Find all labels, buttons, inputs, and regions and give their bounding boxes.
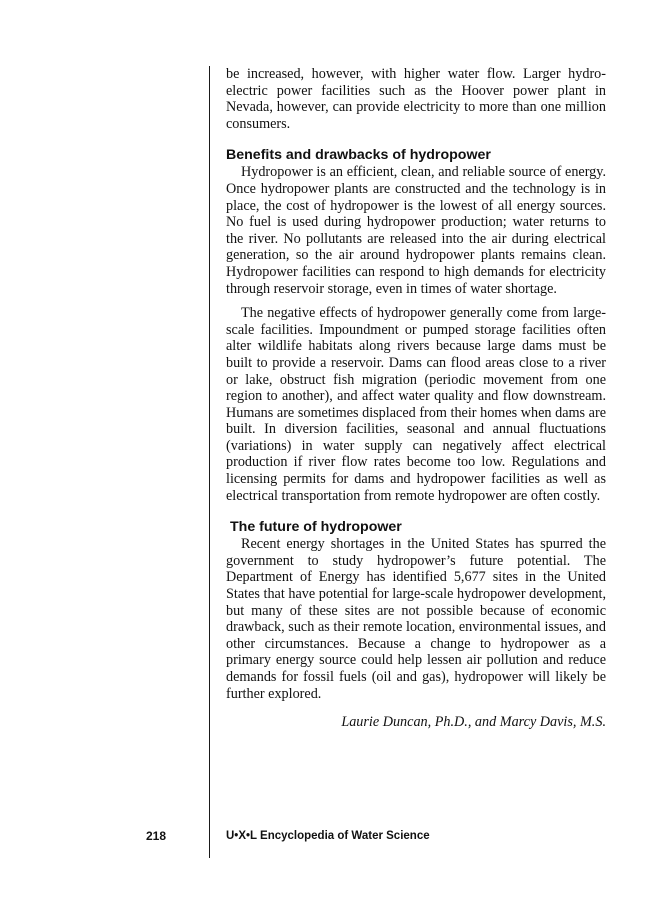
author-credit: Laurie Duncan, Ph.D., and Marcy Davis, M.S.	[341, 714, 606, 731]
page-number: 218	[146, 829, 167, 843]
page-body	[226, 66, 606, 731]
paragraph-future: Recent energy shortages in the United States has spurred the government to study hydropower’s future potential. The Department of Energy has identified 5,677 sites in the United States that have potential for large-scale hydropower development, but many of these sites are not possible because of economic drawback, such as their remote location, environmental issues, and other circumstances. Because a change to hydropower as a primary energy source could help lessen air pollution and reduce demands for fossil fuels (oil and gas), hydropower will likely be further explored.	[226, 536, 606, 702]
paragraph-benefits: Hydropower is an efficient, clean, and reliable source of energy. Once hydropower plants are constructed and the technology is in place, the cost of hydropower is the lowest of all energy sources. No fuel is used during hydropower production; water returns to the river. No pollutants are released into the air during electrical generation, so the air around hydropower plants remains clean. Hydropower facilities can respond to high demands for electricity through reservoir storage, even in times of water shortage.	[226, 164, 606, 297]
opening-paragraph: be increased, however, with higher water flow. Larger hydroelectric power facilities such as the Hoover power plant in Nevada, however, can provide electricity to more than one million consumers.	[226, 66, 606, 132]
section-heading-future: The future of hydropower	[230, 519, 402, 536]
section-heading-benefits: Benefits and drawbacks of hydropower	[226, 147, 491, 164]
paragraph-drawbacks: The negative effects of hydropower generally come from large-scale facilities. Impoundment or pumped storage facilities often alter wildlife habitats along rivers because large dams must be built to provide a reservoir. Dams can flood areas close to a river or lake, obstruct fish migration (periodic movement from one region to another), and affect water quality and flow downstream. Humans are sometimes displaced from their homes when dams are built. In diversion facilities, seasonal and annual fluctuations (variations) in water supply can negatively affect electrical production if river flow rates become too low. Regulations and licensing permits for dams and hydropower facilities as well as electrical transportation from remote hydropower are often costly.	[226, 305, 606, 504]
running-footer-title: U•X•L Encyclopedia of Water Science	[226, 830, 430, 842]
margin-rule	[209, 66, 210, 858]
